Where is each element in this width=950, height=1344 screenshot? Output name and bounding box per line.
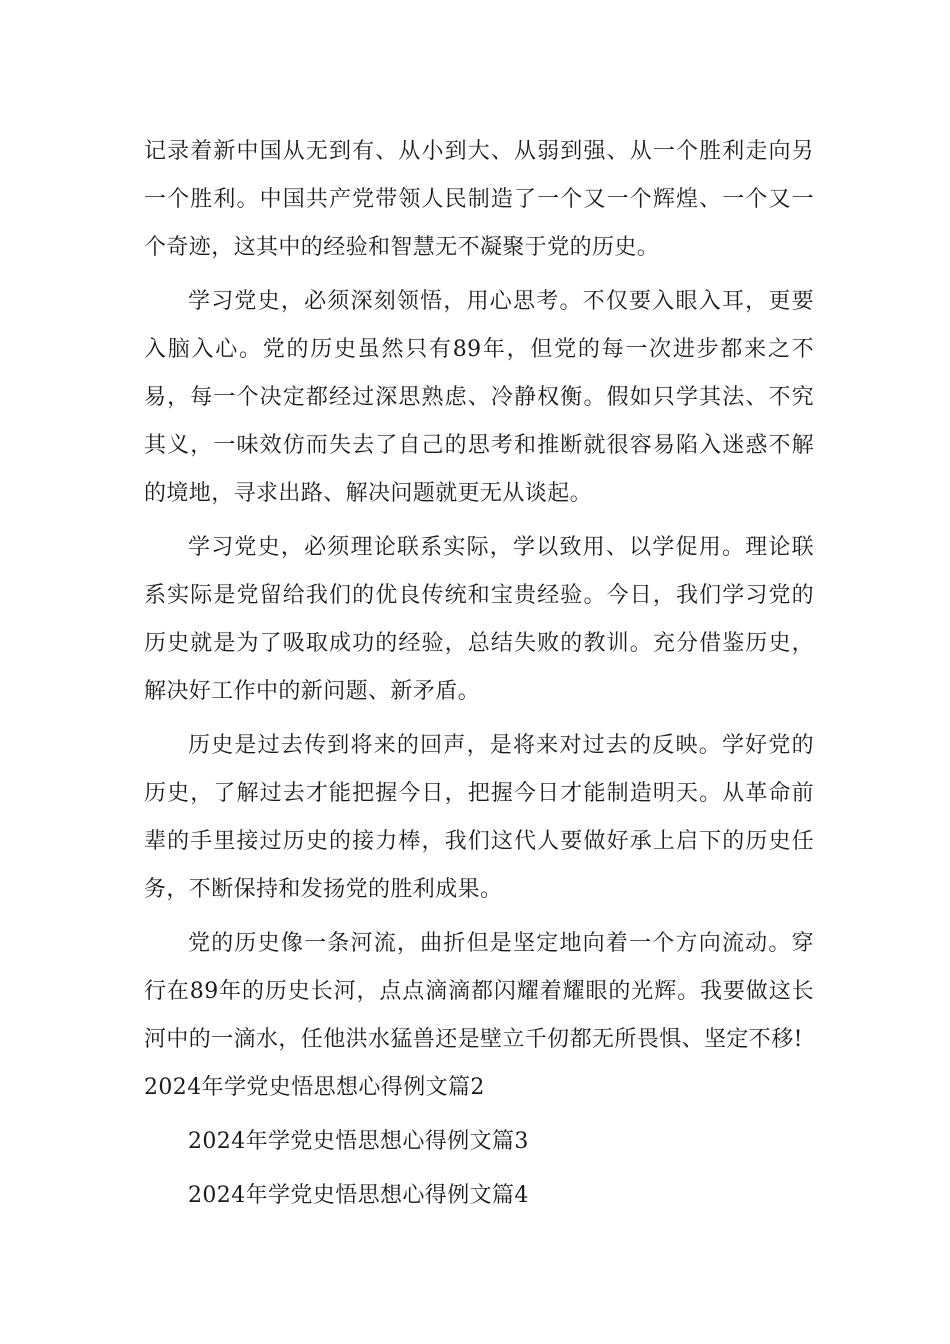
paragraph-2: 学习党史，必须深刻领悟，用心思考。不仅要入眼入耳，更要入脑入心。党的历史虽然只有89年，但党的每一次进步都来之不易，每一个决定都经过深思熟虑、冷静权衡。假如只学其法、不究其义，一味效仿而失去了自己的思考和推断就很容易陷入迷惑不解的境地，寻求出路、解决问题就更无从谈起。: [144, 289, 814, 506]
paragraph-5: 党的历史像一条河流，曲折但是坚定地向着一个方向流动。穿行在89年的历史长河，点点滴滴都闪耀着耀眼的光辉。我要做这长河中的一滴水，任他洪水猛兽还是壁立千仞都无所畏惧、坚定不移!: [144, 931, 814, 1052]
document-body: [144, 128, 814, 1220]
paragraph-1: 记录着新中国从无到有、从小到大、从弱到强、从一个胜利走向另一个胜利。中国共产党带领人民制造了一个又一个辉煌、一个又一个奇迹，这其中的经验和智慧无不凝聚于党的历史。: [144, 139, 814, 260]
section-heading-4: 2024年学党史悟思想心得例文篇4: [188, 1183, 529, 1208]
paragraph-4: 历史是过去传到将来的回声，是将来对过去的反映。学好党的历史，了解过去才能把握今日，把握今日才能制造明天。从革命前辈的手里接过历史的接力棒，我们这代人要做好承上启下的历史任务，不断保持和发扬党的胜利成果。: [144, 733, 814, 902]
section-heading-2: 2024年学党史悟思想心得例文篇2: [144, 1075, 485, 1100]
paragraph-3: 学习党史，必须理论联系实际，学以致用、以学促用。理论联系实际是党留给我们的优良传统和宝贵经验。今日，我们学习党的历史就是为了吸取成功的经验，总结失败的教训。充分借鉴历史，解决好工作中的新问题、新矛盾。: [144, 535, 814, 704]
section-heading-3: 2024年学党史悟思想心得例文篇3: [188, 1129, 529, 1154]
